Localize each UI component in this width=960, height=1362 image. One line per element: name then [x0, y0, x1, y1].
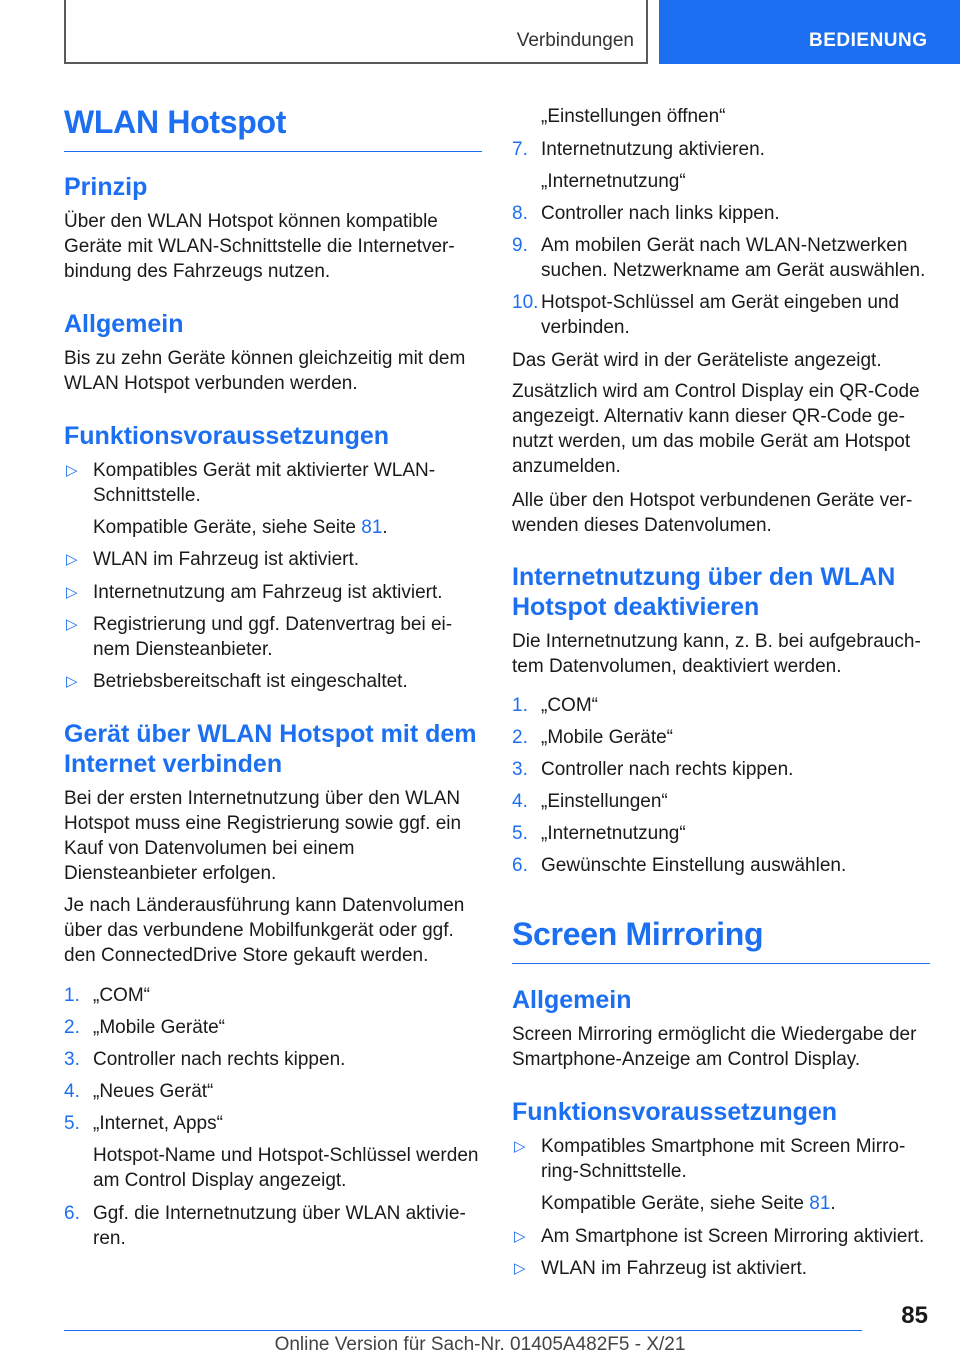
step-item: 6. Ggf. die Internetnutzung über WLAN aktivieren. — [64, 1203, 466, 1249]
triangle-right-icon: ▷ — [514, 1138, 526, 1155]
heading-prinzip: Prinzip — [64, 173, 148, 201]
step-item: 6. Gewünschte Einstellung auswählen. — [512, 855, 847, 876]
step-item: 2. „Mobile Geräte“ — [512, 727, 673, 748]
triangle-right-icon: ▷ — [514, 1228, 526, 1245]
list-item: ▷ Kompatibles Gerät mit aktivierter WLAN-Schnittstelle. — [66, 460, 436, 506]
triangle-right-icon: ▷ — [66, 673, 78, 690]
step-item-sub: Hotspot-Name und Hotspot-Schlüssel werden am Control Display angezeigt. — [93, 1145, 479, 1191]
step-item: 4. „Einstellungen“ — [512, 791, 668, 812]
list-item: ▷ Betriebsbereitschaft ist eingeschaltet. — [66, 671, 408, 692]
step-item: 4. „Neues Gerät“ — [64, 1081, 214, 1102]
paragraph-geraet-1: Bei der ersten Internetnutzung über den WLAN Hotspot muss eine Registrierung sowie ggf. ein Kauf von Datenvolumen bei einem Diensteanbieter erfolgen. — [64, 788, 462, 884]
paragraph-sm-allgemein: Screen Mirroring ermöglicht die Wiedergabe der Smartphone-Anzeige am Control Display. — [512, 1024, 917, 1070]
heading-sm-allgemein: Allgemein — [512, 986, 632, 1014]
step-item: 10. Hotspot-Schlüssel am Gerät eingeben und verbinden. — [512, 292, 900, 338]
step-item-sub: „Einstellungen öffnen“ — [541, 106, 726, 127]
header-section-box — [64, 0, 648, 64]
step-item: 1. „COM“ — [512, 695, 598, 716]
paragraph-qr-code: Zusätzlich wird am Control Display ein QR-Code angezeigt. Alternativ kann dieser QR-Code genutzt werden, um das mobile Gerät am Hotspot anzumelden. — [512, 381, 920, 477]
paragraph-geraet-2: Je nach Länderausführung kann Datenvolumen über das verbundene Mobilfunkgerät oder ggf. den ConnectedDrive Store gekauft werden. — [64, 895, 465, 966]
step-item: 7. Internetnutzung aktivieren. — [512, 139, 765, 160]
step-item: 3. Controller nach rechts kippen. — [512, 759, 794, 780]
section-title-screen-mirroring: Screen Mirroring — [512, 916, 764, 952]
heading-allgemein: Allgemein — [64, 310, 184, 338]
step-item: 1. „COM“ — [64, 985, 150, 1006]
list-item-sub: Kompatible Geräte, siehe Seite 81. — [541, 1193, 836, 1214]
step-item: 2. „Mobile Geräte“ — [64, 1017, 225, 1038]
list-item: ▷ WLAN im Fahrzeug ist aktiviert. — [514, 1258, 808, 1279]
title-rule — [64, 151, 482, 152]
list-item-sub: Kompatible Geräte, siehe Seite 81. — [93, 517, 388, 538]
paragraph-deaktivieren: Die Internetnutzung kann, z. B. bei aufgebrauchtem Datenvolumen, deaktiviert werden. — [512, 631, 921, 677]
heading-geraet-verbinden: Gerät über WLAN Hotspot mit dem Internet verbinden — [64, 720, 477, 778]
footer-rule — [64, 1330, 862, 1331]
heading-funktionsvoraussetzungen: Funktionsvoraussetzungen — [64, 422, 390, 450]
step-item: 3. Controller nach rechts kippen. — [64, 1049, 346, 1070]
list-item: ▷ WLAN im Fahrzeug ist aktiviert. — [66, 549, 360, 570]
page-link[interactable]: 81 — [809, 1193, 831, 1214]
triangle-right-icon: ▷ — [66, 551, 78, 568]
footer-text: Online Version für Sach-Nr. 01405A482F5 - X/21 — [274, 1334, 686, 1355]
page-number: 85 — [901, 1302, 928, 1329]
heading-deaktivieren: Internetnutzung über den WLAN Hotspot deaktivieren — [512, 563, 896, 621]
step-item: 5. „Internetnutzung“ — [512, 823, 686, 844]
list-item: ▷ Am Smartphone ist Screen Mirroring aktiviert. — [514, 1226, 925, 1247]
step-item: 9. Am mobilen Gerät nach WLAN-Netzwerken suchen. Netzwerkname am Gerät auswählen. — [512, 235, 926, 281]
paragraph-datenvolumen: Alle über den Hotspot verbundenen Geräte verwenden dieses Datenvolumen. — [512, 490, 913, 536]
page-link[interactable]: 81 — [361, 517, 383, 538]
step-item: 5. „Internet, Apps“ — [64, 1113, 223, 1134]
step-item-sub: „Internetnutzung“ — [541, 171, 686, 192]
paragraph-allgemein: Bis zu zehn Geräte können gleichzeitig mit dem WLAN Hotspot verbunden werden. — [64, 348, 466, 394]
triangle-right-icon: ▷ — [66, 584, 78, 601]
header-section-label: Verbindungen — [516, 30, 634, 51]
header-chapter-label: BEDIENUNG — [809, 30, 928, 51]
heading-sm-funktionsvoraussetzungen: Funktionsvoraussetzungen — [512, 1098, 838, 1126]
list-item: ▷ Kompatibles Smartphone mit Screen Mirroring-Schnittstelle. — [514, 1136, 906, 1182]
triangle-right-icon: ▷ — [66, 616, 78, 633]
list-item: ▷ Internetnutzung am Fahrzeug ist aktiviert. — [66, 582, 443, 603]
list-item: ▷ Registrierung und ggf. Datenvertrag bei einem Diensteanbieter. — [66, 614, 453, 660]
header-chapter-tab — [659, 0, 960, 64]
paragraph-geraeteliste: Das Gerät wird in der Geräteliste angezeigt. — [512, 350, 882, 371]
paragraph-prinzip: Über den WLAN Hotspot können kompatible Geräte mit WLAN-Schnittstelle die Internetverbindung des Fahrzeugs nutzen. — [64, 211, 455, 282]
triangle-right-icon: ▷ — [66, 462, 78, 479]
triangle-right-icon: ▷ — [514, 1260, 526, 1277]
step-item: 8. Controller nach links kippen. — [512, 203, 780, 224]
title-rule — [512, 963, 930, 964]
page-title: WLAN Hotspot — [64, 104, 287, 140]
